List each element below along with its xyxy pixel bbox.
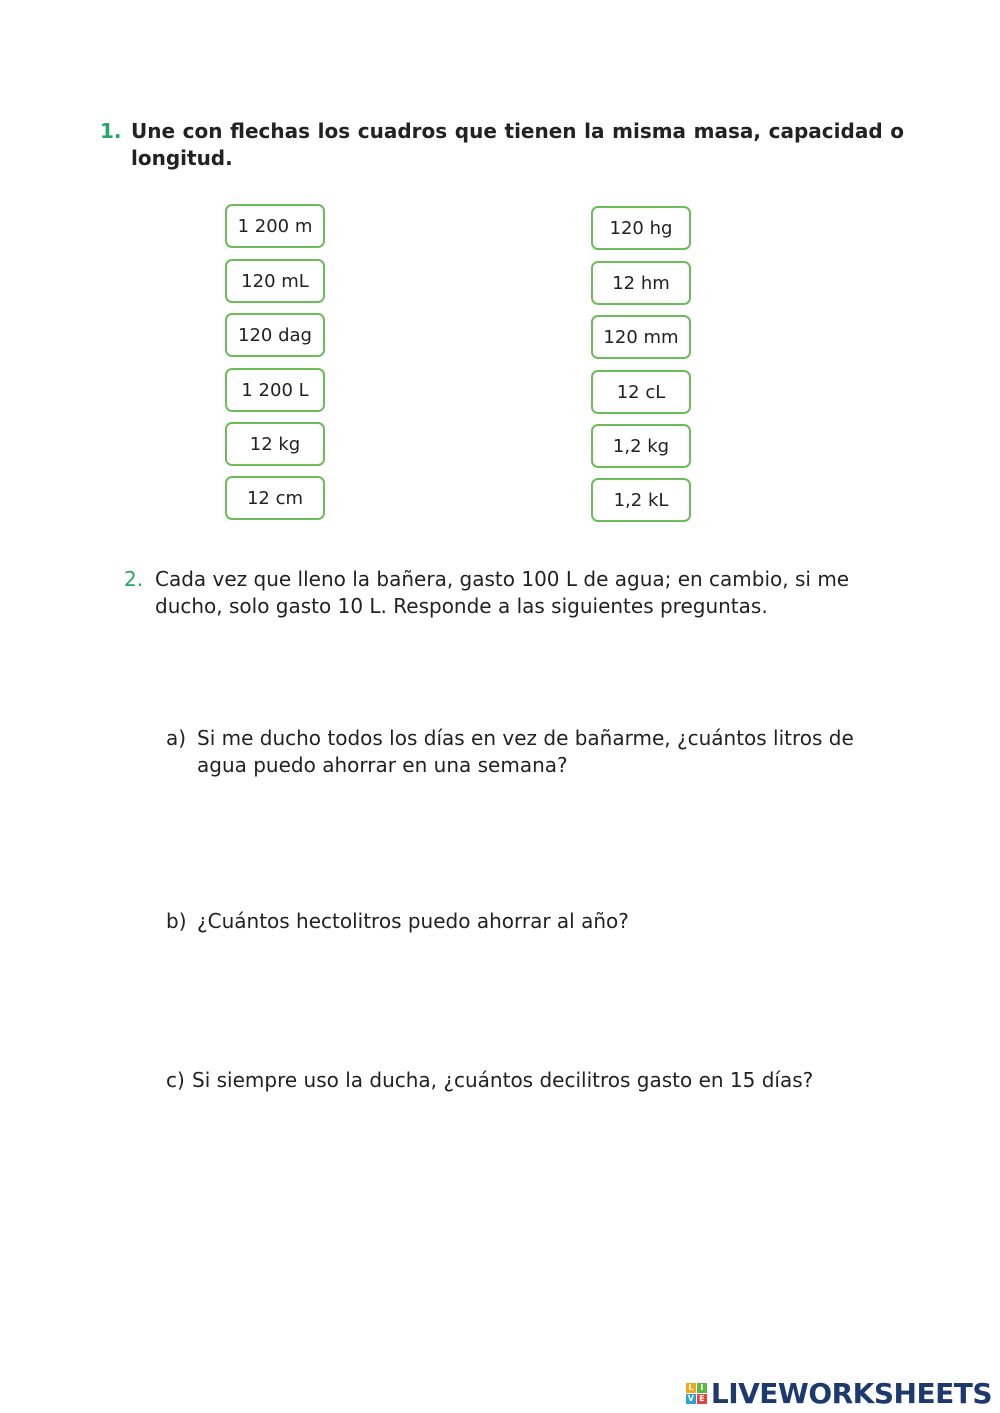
right-box-4[interactable]: 12 cL bbox=[591, 370, 691, 414]
question-1-number: 1. bbox=[100, 119, 122, 143]
right-box-5[interactable]: 1,2 kg bbox=[591, 424, 691, 468]
question-1-text: Une con flechas los cuadros que tienen la misma masa, capacidad o longitud. bbox=[131, 119, 904, 170]
subquestion-a-text: Si me ducho todos los días en vez de bañarme, ¿cuántos litros de agua puedo ahorrar en una semana? bbox=[197, 726, 854, 777]
subquestion-b-text: ¿Cuántos hectolitros puedo ahorrar al año? bbox=[197, 909, 629, 933]
left-box-4[interactable]: 1 200 L bbox=[225, 368, 325, 412]
left-box-1[interactable]: 1 200 m bbox=[225, 204, 325, 248]
logo-letter-e: E bbox=[697, 1394, 707, 1404]
question-2 bbox=[124, 566, 884, 620]
subquestion-b bbox=[166, 908, 886, 935]
logo-text: LIVEWORKSHEETS bbox=[710, 1376, 992, 1410]
subquestion-b-label: b) bbox=[166, 909, 187, 933]
answer-area-a[interactable] bbox=[166, 790, 866, 890]
live-icon bbox=[686, 1383, 707, 1404]
left-box-2[interactable]: 120 mL bbox=[225, 259, 325, 303]
question-1 bbox=[100, 118, 904, 172]
right-box-6[interactable]: 1,2 kL bbox=[591, 478, 691, 522]
answer-area-c[interactable] bbox=[166, 1105, 866, 1305]
subquestion-a bbox=[166, 725, 886, 779]
left-box-3[interactable]: 120 dag bbox=[225, 313, 325, 357]
left-box-6[interactable]: 12 cm bbox=[225, 476, 325, 520]
answer-area-b[interactable] bbox=[166, 945, 866, 1055]
right-box-1[interactable]: 120 hg bbox=[591, 206, 691, 250]
left-box-5[interactable]: 12 kg bbox=[225, 422, 325, 466]
subquestion-c bbox=[166, 1067, 886, 1094]
right-box-3[interactable]: 120 mm bbox=[591, 315, 691, 359]
subquestion-a-label: a) bbox=[166, 726, 187, 750]
question-2-text: Cada vez que lleno la bañera, gasto 100 L de agua; en cambio, si me ducho, solo gasto 10 L. Responde a las siguientes preguntas. bbox=[155, 567, 850, 618]
subquestion-c-label: c) bbox=[166, 1068, 185, 1092]
liveworksheets-logo bbox=[686, 1376, 992, 1410]
logo-letter-l: L bbox=[686, 1383, 696, 1393]
logo-letter-v: V bbox=[687, 1393, 694, 1403]
logo-letter-i: I bbox=[697, 1383, 707, 1393]
subquestion-c-text: Si siempre uso la ducha, ¿cuántos decilitros gasto en 15 días? bbox=[192, 1068, 814, 1092]
question-2-number: 2. bbox=[124, 567, 144, 591]
right-box-2[interactable]: 12 hm bbox=[591, 261, 691, 305]
